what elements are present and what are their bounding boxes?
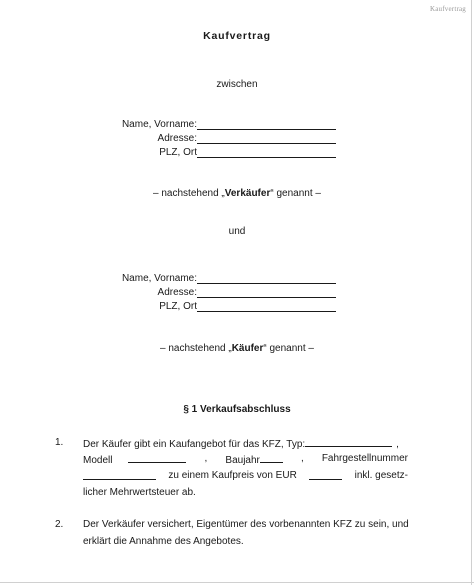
buyer-address-row [0, 286, 474, 300]
buyer-name-field[interactable] [197, 283, 336, 284]
buyer-city-label: PLZ, Ort [159, 301, 197, 312]
buyer-caption-suffix: “ genannt – [263, 343, 314, 354]
item-2-number: 2. [55, 519, 64, 530]
seller-name-field[interactable] [197, 129, 336, 130]
seller-caption-prefix: – nachstehend „ [153, 188, 225, 199]
seller-name-label: Name, Vorname: [121, 119, 197, 130]
seller-role: Verkäufer [224, 188, 271, 199]
seller-city-row [0, 146, 474, 160]
buyer-address-field[interactable] [197, 297, 336, 298]
item-1-comma-2: , [300, 453, 304, 464]
buyer-city-field[interactable] [197, 311, 336, 312]
model-field[interactable] [128, 452, 186, 463]
item-1-line-1 [83, 436, 408, 452]
build-year-field[interactable] [260, 452, 283, 463]
buyer-city-row [0, 300, 474, 314]
page-border-bottom [0, 582, 474, 583]
seller-address-label: Adresse: [157, 133, 197, 144]
seller-caption-suffix: “ genannt – [270, 188, 321, 199]
seller-caption [0, 187, 474, 201]
buyer-caption-prefix: – nachstehend „ [159, 343, 232, 354]
buyer-name-label: Name, Vorname: [121, 273, 197, 284]
item-1-comma-1: , [204, 453, 208, 464]
seller-address-field[interactable] [197, 143, 336, 144]
item-1-line-3 [83, 469, 408, 483]
item-1-line-3-end: inkl. gesetz- [354, 470, 408, 481]
item-1-line-2 [83, 452, 408, 468]
vehicle-type-field[interactable] [305, 436, 392, 447]
buyer-address-label: Adresse: [157, 287, 197, 298]
item-1-number: 1. [55, 437, 64, 448]
item-2-line-2: erklärt die Annahme des Angebotes. [83, 536, 244, 547]
seller-address-row [0, 132, 474, 146]
header-watermark: Kaufvertrag [429, 5, 466, 13]
item-1-baujahr-label: Baujahr [225, 455, 260, 466]
seller-name-row [0, 118, 474, 132]
item-1-line-1-text: Der Käufer gibt ein Kaufangebot für das KFZ, Typ: [83, 439, 306, 450]
item-1-price-text: zu einem Kaufpreis von EUR [168, 470, 297, 481]
item-2-line-1: Der Verkäufer versichert, Eigentümer des vorbenannten KFZ zu sein, und [83, 519, 409, 530]
item-1-line-4: licher Mehrwertsteuer ab. [83, 487, 196, 498]
seller-city-field[interactable] [197, 157, 336, 158]
document-title: Kaufvertrag [203, 30, 271, 42]
and-text: und [228, 226, 246, 237]
buyer-caption [0, 342, 474, 356]
price-field[interactable] [309, 469, 342, 480]
buyer-name-row [0, 272, 474, 286]
item-1-fgn-label: Fahrgestellnummer [321, 453, 408, 464]
item-1-line-1-end: , [396, 439, 399, 450]
item-1-modell-group [83, 452, 186, 468]
chassis-number-field[interactable] [83, 469, 156, 480]
between-text: zwischen [216, 79, 258, 90]
section-1-heading: § 1 Verkaufsabschluss [183, 404, 291, 415]
buyer-role: Käufer [231, 343, 264, 354]
item-1-modell-label: Modell [83, 455, 113, 466]
item-1-baujahr-group [225, 452, 282, 468]
seller-city-label: PLZ, Ort [159, 147, 197, 158]
